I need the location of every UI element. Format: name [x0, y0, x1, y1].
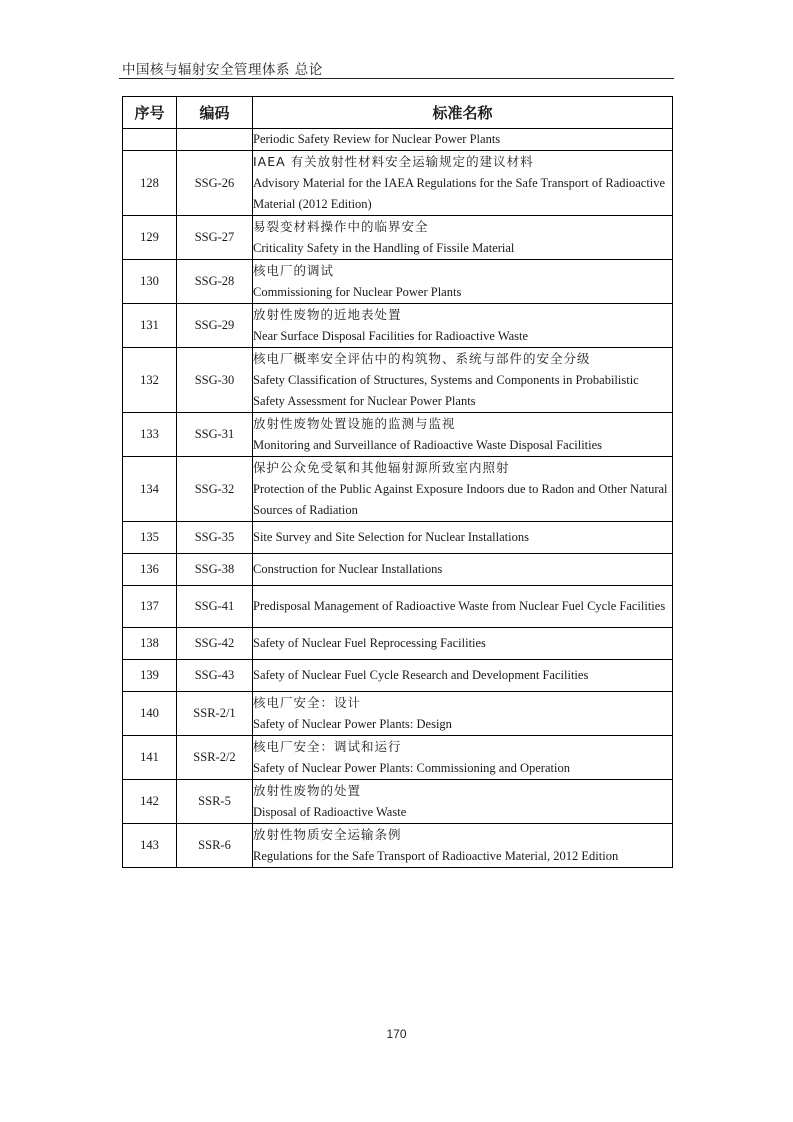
standard-title-english: Construction for Nuclear Installations: [253, 562, 443, 576]
table-row: [123, 660, 673, 692]
standard-title-cell: [253, 348, 673, 413]
standard-title-english: Regulations for the Safe Transport of Radioactive Material, 2012 Edition: [253, 849, 619, 863]
row-number: 128: [123, 151, 177, 216]
table-row: [123, 348, 673, 413]
standard-code: SSG-27: [177, 216, 253, 260]
standard-title-cell: [253, 780, 673, 824]
table-row: [123, 457, 673, 522]
standard-title-chinese: 核电厂安全：设计: [253, 695, 362, 710]
standard-code: SSR-5: [177, 780, 253, 824]
standard-code: SSG-26: [177, 151, 253, 216]
table-row: [123, 151, 673, 216]
standard-title-chinese: 核电厂的调试: [253, 263, 335, 278]
table-row: [123, 692, 673, 736]
row-number: 135: [123, 522, 177, 554]
standard-code: SSG-30: [177, 348, 253, 413]
row-number: 132: [123, 348, 177, 413]
standard-code: SSG-29: [177, 304, 253, 348]
table-row: [123, 522, 673, 554]
standard-title-chinese: 保护公众免受氡和其他辐射源所致室内照射: [253, 460, 510, 475]
standard-code: SSG-42: [177, 628, 253, 660]
standard-title-english: Criticality Safety in the Handling of Fissile Material: [253, 241, 515, 255]
standard-title-cell: [253, 824, 673, 868]
table-row: [123, 413, 673, 457]
standard-title-english: Safety Classification of Structures, Systems and Components in Probabilistic Safety Assessment for Nuclear Power Plants: [253, 373, 639, 408]
standard-code: SSG-43: [177, 660, 253, 692]
standard-title-chinese: 易裂变材料操作中的临界安全: [253, 219, 429, 234]
row-number: 142: [123, 780, 177, 824]
standard-title-cell: [253, 628, 673, 660]
table-row: [123, 586, 673, 628]
standard-title-chinese: 核电厂概率安全评估中的构筑物、系统与部件的安全分级: [253, 351, 591, 366]
standard-title-english: Monitoring and Surveillance of Radioactive Waste Disposal Facilities: [253, 438, 603, 452]
standard-title-english: Site Survey and Site Selection for Nuclear Installations: [253, 530, 529, 544]
table-row: [123, 824, 673, 868]
row-number: 129: [123, 216, 177, 260]
row-number: 131: [123, 304, 177, 348]
table-row: [123, 628, 673, 660]
standard-code: [177, 129, 253, 151]
row-number: 139: [123, 660, 177, 692]
standard-title-cell: [253, 129, 673, 151]
table-header-row: [123, 97, 673, 129]
standard-title-cell: [253, 413, 673, 457]
standard-title-cell: [253, 660, 673, 692]
standard-code: SSG-41: [177, 586, 253, 628]
standard-title-english: Periodic Safety Review for Nuclear Power Plants: [253, 132, 501, 146]
running-header: 中国核与辐射安全管理体系 总论: [122, 62, 323, 78]
standard-code: SSG-32: [177, 457, 253, 522]
standard-title-chinese: 放射性废物的近地表处置: [253, 307, 402, 322]
standard-title-chinese: 放射性废物处置设施的监测与监视: [253, 416, 456, 431]
standard-title-english: Protection of the Public Against Exposure Indoors due to Radon and Other Natural Sources of Radiation: [253, 482, 668, 517]
standard-title-cell: [253, 216, 673, 260]
standard-code: SSR-2/1: [177, 692, 253, 736]
table-row: [123, 129, 673, 151]
standard-title-chinese: IAEA 有关放射性材料安全运输规定的建议材料: [253, 154, 534, 169]
page-number: 170: [386, 1027, 407, 1041]
standard-code: SSR-2/2: [177, 736, 253, 780]
row-number: 136: [123, 554, 177, 586]
standard-title-cell: [253, 304, 673, 348]
row-number: 133: [123, 413, 177, 457]
standard-title-cell: [253, 586, 673, 628]
standard-title-chinese: 放射性废物的处置: [253, 783, 362, 798]
standard-title-english: Disposal of Radioactive Waste: [253, 805, 407, 819]
standard-code: SSR-6: [177, 824, 253, 868]
standard-title-cell: [253, 260, 673, 304]
standard-code: SSG-38: [177, 554, 253, 586]
table-row: [123, 304, 673, 348]
row-number: 138: [123, 628, 177, 660]
standard-title-english: Commissioning for Nuclear Power Plants: [253, 285, 462, 299]
standard-title-english: Predisposal Management of Radioactive Waste from Nuclear Fuel Cycle Facilities: [253, 599, 666, 613]
table-row: [123, 260, 673, 304]
table-row: [123, 216, 673, 260]
standard-title-english: Near Surface Disposal Facilities for Radioactive Waste: [253, 329, 529, 343]
standard-code: SSG-31: [177, 413, 253, 457]
table-row: [123, 554, 673, 586]
table-row: [123, 780, 673, 824]
table-row: [123, 736, 673, 780]
standard-title-cell: [253, 522, 673, 554]
standard-title-chinese: 核电厂安全：调试和运行: [253, 739, 402, 754]
standard-title-cell: [253, 151, 673, 216]
row-number: 134: [123, 457, 177, 522]
row-number: 140: [123, 692, 177, 736]
standard-title-cell: [253, 554, 673, 586]
column-header-title: 标准名称: [253, 97, 673, 129]
standard-title-cell: [253, 736, 673, 780]
standard-title-cell: [253, 692, 673, 736]
standard-title-chinese: 放射性物质安全运输条例: [253, 827, 402, 842]
row-number: 137: [123, 586, 177, 628]
standards-table: [122, 96, 673, 868]
standard-code: SSG-28: [177, 260, 253, 304]
row-number: [123, 129, 177, 151]
standard-title-english: Safety of Nuclear Fuel Reprocessing Facilities: [253, 636, 486, 650]
standard-title-english: Safety of Nuclear Power Plants: Design: [253, 717, 452, 731]
column-header-number: 序号: [123, 97, 177, 129]
standard-title-cell: [253, 457, 673, 522]
row-number: 141: [123, 736, 177, 780]
standard-title-english: Safety of Nuclear Fuel Cycle Research and Development Facilities: [253, 668, 589, 682]
row-number: 143: [123, 824, 177, 868]
header-rule: [119, 78, 674, 79]
row-number: 130: [123, 260, 177, 304]
column-header-code: 编码: [177, 97, 253, 129]
standard-title-english: Safety of Nuclear Power Plants: Commissioning and Operation: [253, 761, 570, 775]
standard-code: SSG-35: [177, 522, 253, 554]
standard-title-english: Advisory Material for the IAEA Regulations for the Safe Transport of Radioactive Material (2012 Edition): [253, 176, 666, 211]
